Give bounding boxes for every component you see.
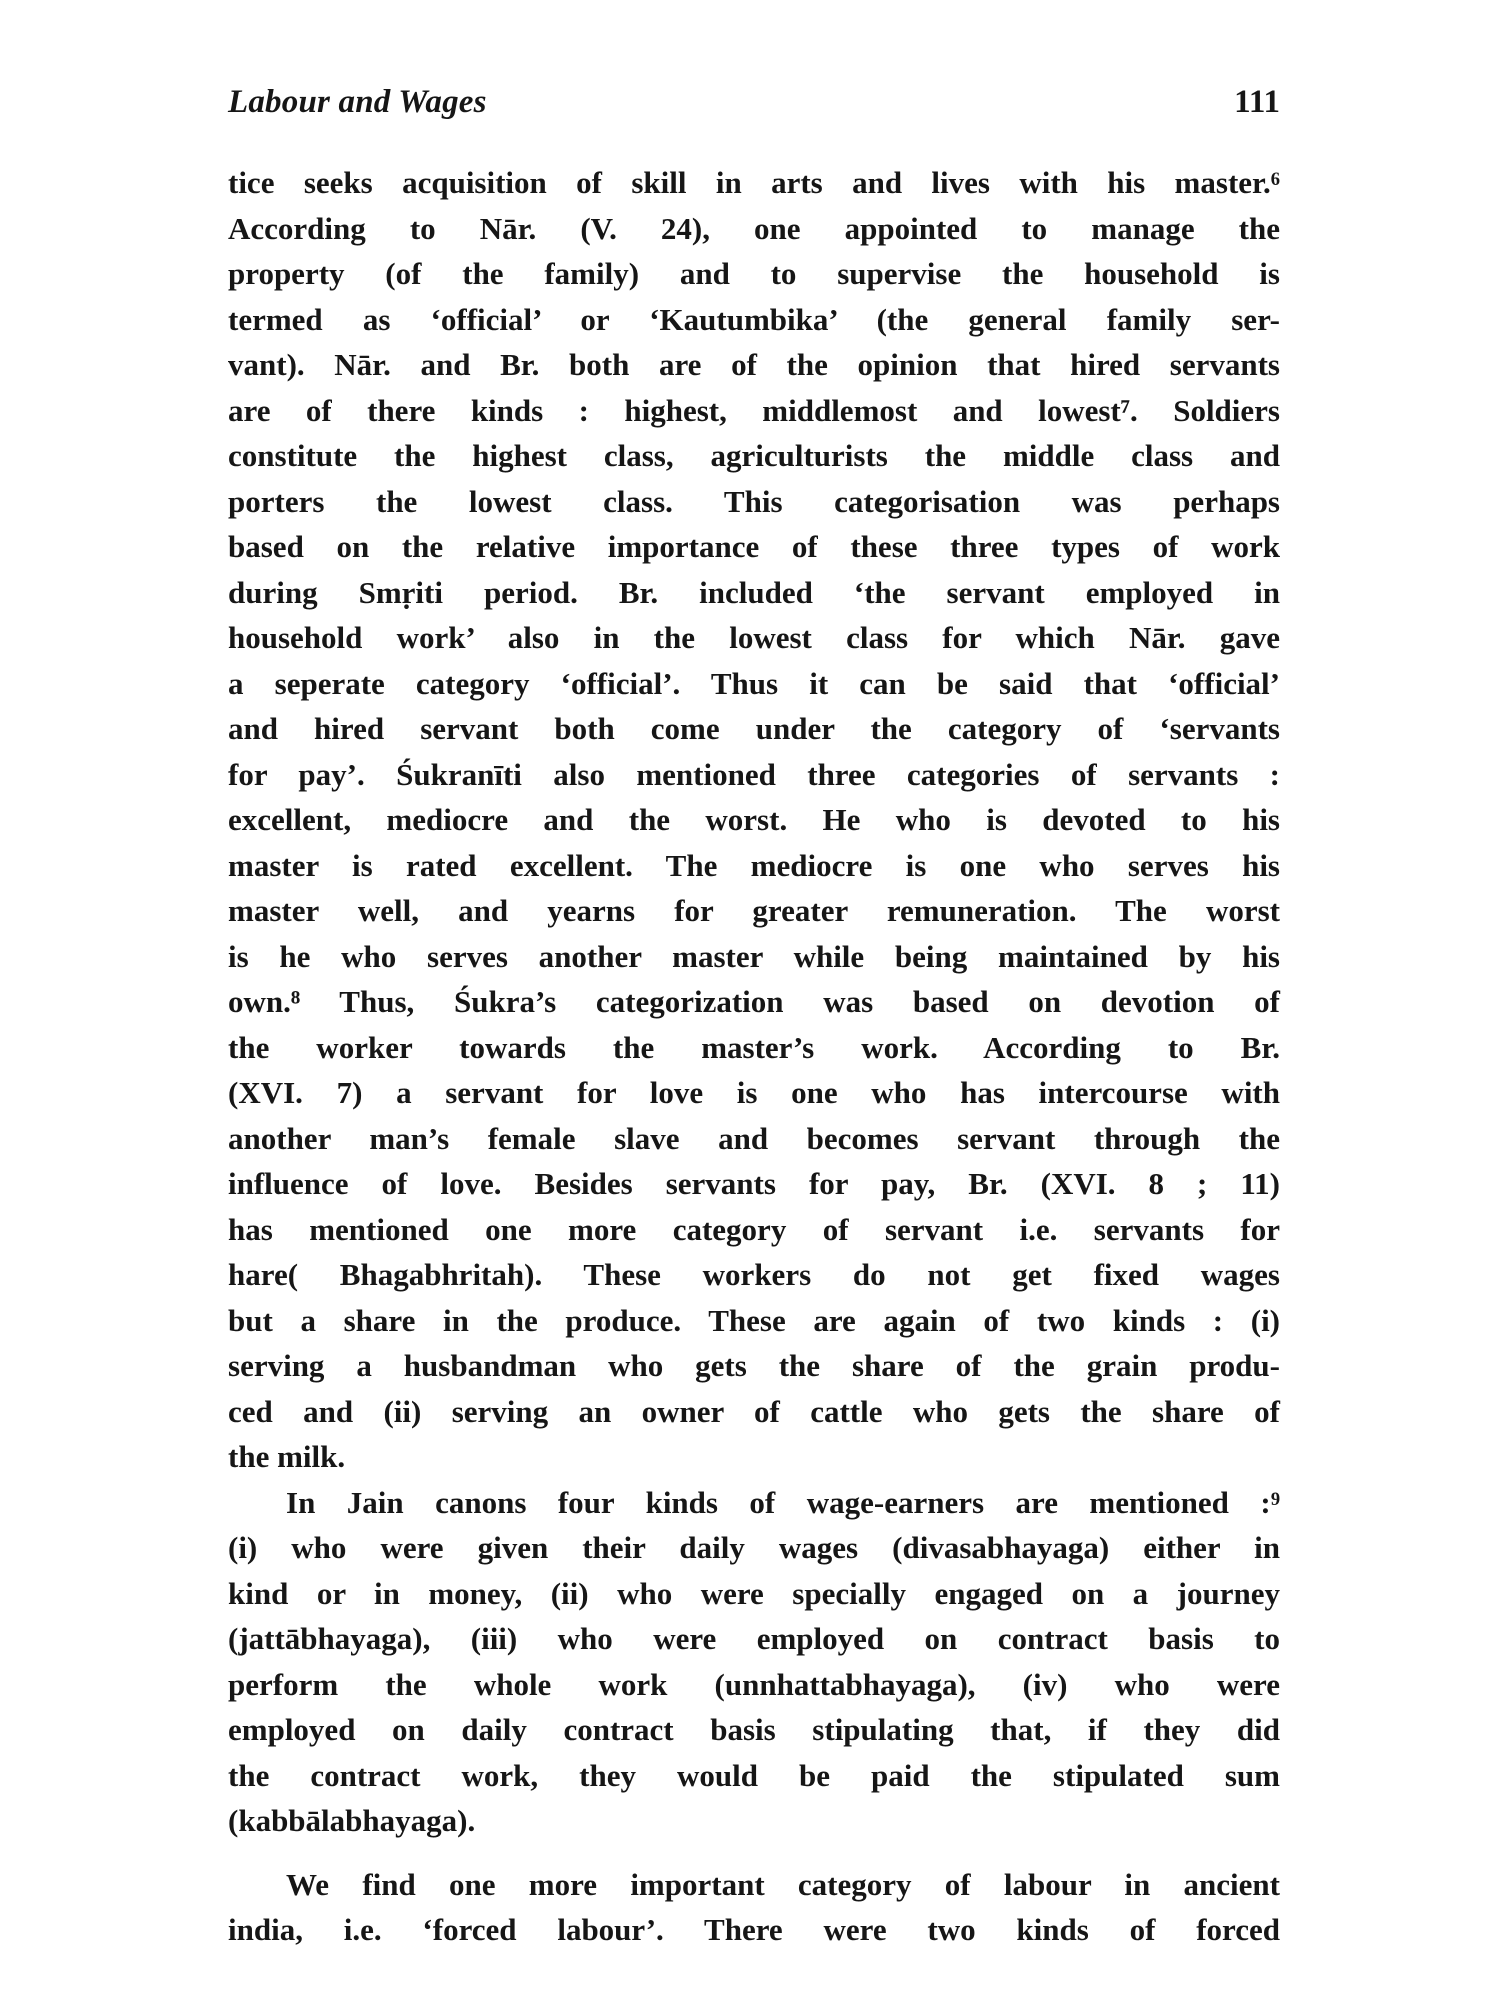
text-line: (kabbālabhayaga).	[228, 1803, 476, 1838]
text-line: master well, and yearns for greater remuneration. The worst	[228, 893, 1280, 928]
text-line: We find one more important category of labour in ancient	[286, 1866, 1280, 1902]
paragraph-gap	[228, 1844, 1280, 1862]
text-line: a seperate category ‘official’. Thus it can be said that ‘official’	[228, 665, 1280, 701]
text-line: the milk.	[228, 1439, 346, 1474]
text-line: the worker towards the master’s work. According to Br.	[228, 1029, 1280, 1065]
running-head	[228, 84, 1280, 128]
text-line: kind or in money, (ii) who were specially engaged on a journey	[228, 1575, 1280, 1611]
text-line: influence of love. Besides servants for pay, Br. (XVI. 8 ; 11)	[228, 1166, 1280, 1201]
text-line: vant). Nār. and Br. both are of the opinion that hired servants	[228, 347, 1280, 382]
text-line: property (of the family) and to supervise the household is	[228, 256, 1280, 291]
text-line: ced and (ii) serving an owner of cattle who gets the share of	[228, 1393, 1280, 1429]
text-line: and hired servant both come under the category of ‘servants	[228, 711, 1280, 746]
text-line: hare( Bhagabhritah). These workers do not get fixed wages	[228, 1257, 1280, 1292]
text-line: are of there kinds : highest, middlemost and lowest⁷. Soldiers	[228, 392, 1280, 428]
text-line: but a share in the produce. These are again of two kinds : (i)	[228, 1302, 1280, 1338]
text-line: constitute the highest class, agriculturists the middle class and	[228, 438, 1280, 473]
text-line: during Smṛiti period. Br. included ‘the servant employed in	[228, 574, 1280, 610]
text-line: the contract work, they would be paid the stipulated sum	[228, 1757, 1280, 1793]
chapter-title: Labour and Wages	[228, 84, 487, 120]
text-line: In Jain canons four kinds of wage-earners are mentioned :⁹	[286, 1484, 1280, 1520]
text-line: (i) who were given their daily wages (divasabhayaga) either in	[228, 1530, 1280, 1565]
text-line: termed as ‘official’ or ‘Kautumbika’ (the general family ser-	[228, 301, 1280, 337]
text-line: own.⁸ Thus, Śukra’s categorization was based on devotion of	[228, 984, 1280, 1019]
text-line: for pay’. Śukranīti also mentioned three categories of servants :	[228, 756, 1280, 792]
text-line: another man’s female slave and becomes servant through the	[228, 1120, 1280, 1156]
body-text	[228, 160, 1280, 1953]
text-line: According to Nār. (V. 24), one appointed to manage the	[228, 210, 1280, 246]
text-line: tice seeks acquisition of skill in arts and lives with his master.⁶	[228, 165, 1280, 200]
text-line: (jattābhayaga), (iii) who were employed on contract basis to	[228, 1621, 1280, 1656]
text-line: porters the lowest class. This categorisation was perhaps	[228, 483, 1280, 519]
text-line: (XVI. 7) a servant for love is one who has intercourse with	[228, 1075, 1280, 1110]
text-line: excellent, mediocre and the worst. He who is devoted to his	[228, 802, 1280, 837]
text-line: perform the whole work (unnhattabhayaga), (iv) who were	[228, 1666, 1280, 1702]
text-line: india, i.e. ‘forced labour’. There were two kinds of forced	[228, 1912, 1280, 1947]
text-line: household work’ also in the lowest class for which Nār. gave	[228, 620, 1280, 655]
text-line: serving a husbandman who gets the share of the grain produ-	[228, 1348, 1280, 1383]
text-line: employed on daily contract basis stipulating that, if they did	[228, 1712, 1280, 1747]
text-line: has mentioned one more category of servant i.e. servants for	[228, 1211, 1280, 1247]
text-line: master is rated excellent. The mediocre is one who serves his	[228, 847, 1280, 883]
text-line: is he who serves another master while being maintained by his	[228, 938, 1280, 974]
page-number: 111	[1234, 84, 1280, 120]
text-line: based on the relative importance of these three types of work	[228, 529, 1280, 564]
